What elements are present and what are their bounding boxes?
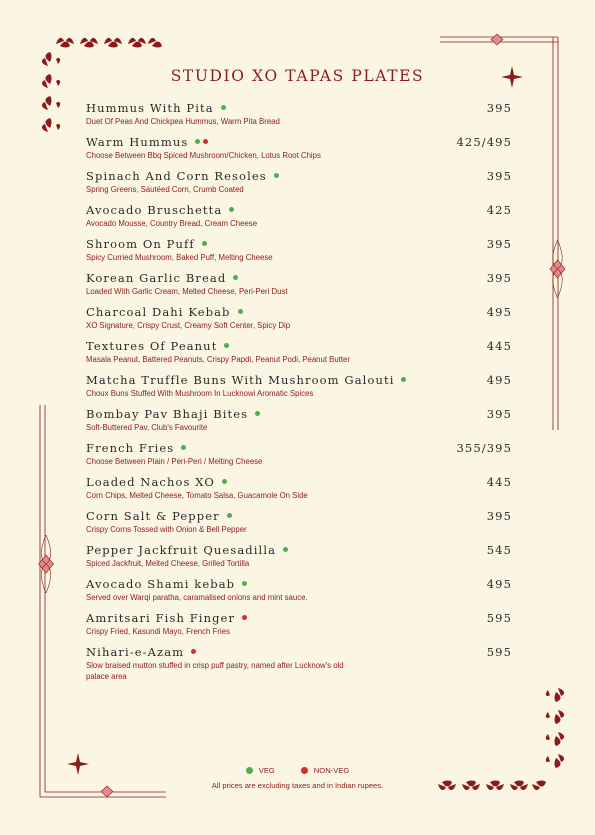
menu-item-name-text: Corn Salt & Pepper [86,509,220,523]
veg-dot-icon [283,547,288,552]
menu-item-description: Choose Between Plain / Peri-Peri / Melting Cheese [86,457,263,466]
menu-item [86,101,512,135]
menu-item-description: Crispy Fried, Kasundi Mayo, French Fries [86,627,230,636]
menu-item-name-text: Loaded Nachos XO [86,475,215,489]
floral-sprig-top-left [56,38,162,48]
menu-item-name-text: Avocado Shami kebab [86,577,236,591]
menu-item-description: Spiced Jackfruit, Melted Cheese, Grilled Tortilla [86,559,250,568]
veg-dot-icon [221,105,226,110]
menu-item [86,577,512,611]
veg-dot-icon [242,581,247,586]
nonveg-dot-icon [203,139,208,144]
menu-title: STUDIO XO TAPAS PLATES [170,67,425,85]
menu-item-description: Slow braised mutton stuffed in crisp puff pastry, named after Lucknow's old palace area [86,661,344,681]
veg-dot-icon [238,309,243,314]
diamond-ornament-right [550,240,565,298]
menu-item [86,611,512,645]
menu-item-name-text: Bombay Pav Bhaji Bites [86,407,249,421]
menu-item-name [86,203,512,218]
menu-item-price: 495 [486,577,512,591]
menu-item-name-text: French Fries [86,441,175,455]
menu-item-price: 355/395 [456,441,512,455]
menu-item-name-text: Charcoal Dahi Kebab [86,305,231,319]
menu-item-price: 545 [486,543,512,557]
menu-item-description: Choose Between Bbq Spiced Mushroom/Chicken, Lotus Root Chips [86,151,321,160]
veg-legend-label: VEG [258,766,275,775]
menu-item-name [86,305,512,320]
menu-item-name-text: Spinach And Corn Resoles [86,169,267,183]
menu-item-price: 395 [486,237,512,251]
menu-item-price: 395 [486,509,512,523]
diet-legend [0,766,595,775]
menu-item-description: Soft-Buttered Pav, Club's Favourite [86,423,208,432]
menu-item-name [86,543,512,558]
menu-item-name-text: Shroom On Puff [86,237,195,251]
veg-dot-icon [222,479,227,484]
menu-item [86,271,512,305]
menu-item-description: Avocado Mousse, Country Bread, Cream Cheese [86,219,258,228]
menu-item [86,441,512,475]
menu-item-price: 395 [486,169,512,183]
floral-sprig-right-column [546,688,564,768]
menu-item-name [86,271,512,286]
diamond-ornament-left [39,535,54,593]
menu-item-price: 495 [486,373,512,387]
menu-item-name-text: Amritsari Fish Finger [86,611,236,625]
menu-item-name-text: Pepper Jackfruit Quesadilla [86,543,277,557]
diamond-ornament-top [491,34,503,45]
menu-item-price: 425 [486,203,512,217]
menu-item [86,339,512,373]
menu-item-name [86,407,512,422]
menu-item [86,543,512,577]
menu-item-price: 395 [486,407,512,421]
veg-dot-icon [255,411,260,416]
menu-item-description: Loaded With Garlic Cream, Melted Cheese, Peri-Peri Dust [86,287,288,296]
menu-item-description: Crispy Corns Tossed with Onion & Bell Pepper [86,525,247,534]
veg-dot-icon [274,173,279,178]
menu-item-name-text: Textures Of Peanut [86,339,218,353]
menu-item-name [86,645,512,660]
menu-item-name-text: Matcha Truffle Buns With Mushroom Galouti [86,373,395,387]
menu-item [86,509,512,543]
nonveg-dot-icon [301,767,308,774]
menu-item-name [86,101,512,116]
veg-dot-icon [401,377,406,382]
veg-dot-icon [233,275,238,280]
menu-item [86,169,512,203]
floral-sprig-left-column [42,52,60,132]
menu-list [86,101,512,679]
menu-item-name-text: Hummus With Pita [86,101,214,115]
menu-item-description: Spicy Curried Mushroom, Baked Puff, Melting Cheese [86,253,273,262]
menu-item [86,135,512,169]
menu-item-name [86,169,512,184]
menu-item-name-text: Nihari-e-Azam [86,645,185,659]
menu-item [86,407,512,441]
menu-item-description: Corn Chips, Melted Cheese, Tomato Salsa, Guacamole On Side [86,491,308,500]
nonveg-dot-icon [242,615,247,620]
menu-item-name [86,373,512,388]
menu-item-price: 395 [486,271,512,285]
menu-item-name [86,237,512,252]
menu-item-name [86,577,512,592]
nonveg-legend-label: NON-VEG [313,766,350,775]
menu-item-name-text: Avocado Bruschetta [86,203,223,217]
menu-item [86,203,512,237]
veg-dot-icon [224,343,229,348]
veg-dot-icon [227,513,232,518]
nonveg-dot-icon [191,649,196,654]
veg-dot-icon [202,241,207,246]
menu-item-name [86,135,512,150]
menu-item-name [86,339,512,354]
veg-dot-icon [246,767,253,774]
price-note: All prices are excluding taxes and in Indian rupees. [211,781,384,790]
menu-item-name [86,475,512,490]
menu-item-description: Spring Greens, Sautéed Corn, Crumb Coated [86,185,244,194]
menu-item-price: 445 [486,475,512,489]
menu-item [86,645,512,679]
menu-item-price: 425/495 [456,135,512,149]
menu-item [86,475,512,509]
menu-item-description: Duet Of Peas And Chickpea Hummus, Warm Pita Bread [86,117,280,126]
menu-item-price: 595 [486,645,512,659]
veg-dot-icon [181,445,186,450]
menu-item-price: 495 [486,305,512,319]
menu-item-name [86,611,512,626]
menu-item-name-text: Warm Hummus [86,135,189,149]
menu-item-description: Served over Warqi paratha, caramalised onions and mint sauce. [86,593,308,602]
menu-item [86,237,512,271]
menu-item-name-text: Korean Garlic Bread [86,271,227,285]
menu-item-price: 395 [486,101,512,115]
menu-item-name [86,441,512,456]
menu-item-price: 595 [486,611,512,625]
menu-item-price: 445 [486,339,512,353]
menu-item [86,373,512,407]
menu-item-description: Masala Peanut, Battered Peanuts, Crispy Papdi, Peanut Podi, Peanut Butter [86,355,350,364]
menu-item-description: XO Signature, Crispy Crust, Creamy Soft Center, Spicy Dip [86,321,291,330]
menu-item [86,305,512,339]
veg-dot-icon [229,207,234,212]
menu-item-description: Choux Buns Stuffed With Mushroom In Lucknowi Aromatic Spices [86,389,314,398]
menu-item-name [86,509,512,524]
veg-dot-icon [195,139,200,144]
